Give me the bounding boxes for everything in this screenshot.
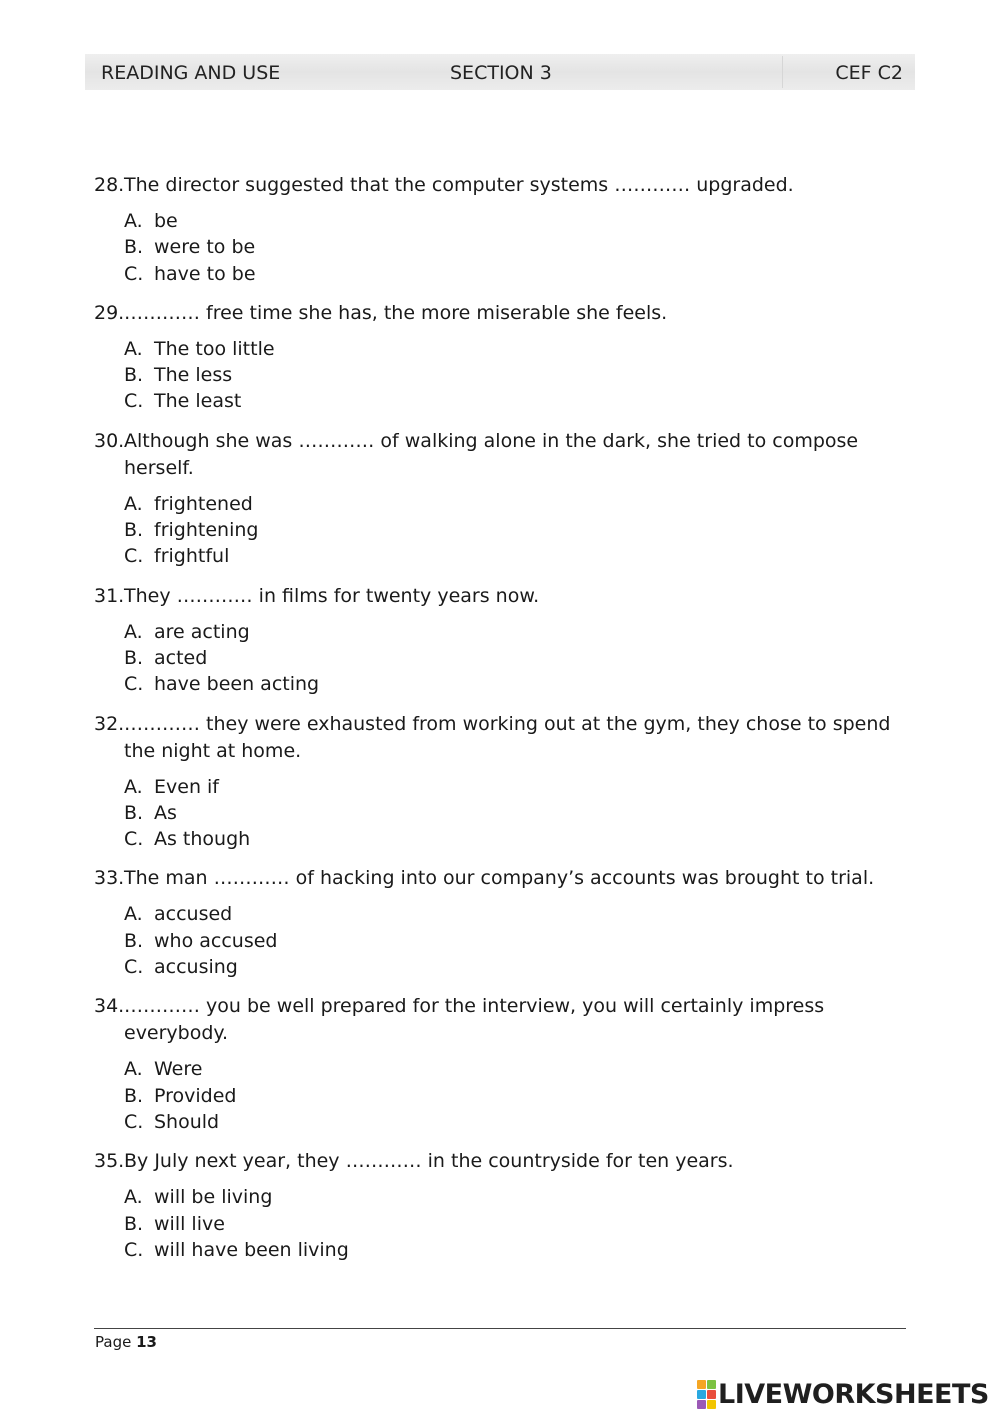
question-stem (94, 172, 894, 199)
option-text: will be living (154, 1186, 273, 1209)
option-text: who accused (154, 929, 278, 952)
answer-option[interactable] (124, 826, 894, 852)
page-label: Page (95, 1333, 132, 1351)
option-letter: C. (124, 545, 144, 568)
question (94, 428, 894, 570)
question (94, 711, 894, 853)
option-text: have been acting (154, 673, 320, 696)
answer-option[interactable] (124, 901, 894, 927)
option-text: As though (154, 828, 251, 851)
question (94, 865, 894, 980)
answer-option[interactable] (124, 928, 894, 954)
header-section-title: READING AND USE (101, 62, 281, 84)
option-letter: C. (124, 956, 144, 979)
answer-option[interactable] (124, 1211, 894, 1237)
question-list (94, 172, 894, 1276)
option-letter: C. (124, 390, 144, 413)
answer-option[interactable] (124, 491, 894, 517)
option-letter: B. (124, 1212, 144, 1235)
answer-option[interactable] (124, 336, 894, 362)
option-text: are acting (154, 620, 250, 643)
question-stem (94, 428, 894, 482)
question-number: 32. (94, 712, 125, 735)
question-text: Although she was ………… of walking alone in the dark, she tried to compose herself. (124, 429, 859, 479)
logo-tile (697, 1390, 706, 1399)
question-text: The director suggested that the computer systems ………… upgraded. (124, 174, 794, 196)
option-letter: C. (124, 262, 144, 285)
answer-option[interactable] (124, 543, 894, 569)
answer-option[interactable] (124, 619, 894, 645)
option-letter: C. (124, 828, 144, 851)
question-stem (94, 711, 894, 765)
option-letter: B. (124, 364, 144, 387)
answer-options (124, 336, 894, 415)
header-level: CEF C2 (835, 62, 903, 84)
option-letter: C. (124, 1110, 144, 1133)
option-text: accused (154, 903, 233, 926)
question-number: 30. (94, 429, 125, 452)
footer-divider (94, 1328, 906, 1329)
brand-name: LIVEWORKSHEETS (718, 1378, 989, 1410)
logo-tile (707, 1380, 716, 1389)
option-letter: B. (124, 646, 144, 669)
option-letter: A. (124, 492, 143, 515)
option-text: frightful (154, 545, 230, 568)
option-text: As (154, 801, 177, 824)
option-text: The too little (154, 337, 275, 360)
option-text: Even if (154, 775, 219, 798)
answer-options (124, 1056, 894, 1135)
option-letter: B. (124, 801, 144, 824)
question-number: 34. (94, 995, 125, 1018)
logo-tile (707, 1390, 716, 1399)
question-stem (94, 865, 894, 892)
option-letter: B. (124, 519, 144, 542)
answer-option[interactable] (124, 208, 894, 234)
option-letter: C. (124, 673, 144, 696)
option-letter: A. (124, 1186, 143, 1209)
question-stem (94, 583, 894, 610)
option-text: accusing (154, 956, 238, 979)
answer-option[interactable] (124, 1083, 894, 1109)
header-divider (782, 56, 783, 88)
question (94, 993, 894, 1135)
question-number: 31. (94, 584, 125, 607)
option-letter: A. (124, 210, 143, 232)
option-text: acted (154, 646, 208, 669)
option-letter: B. (124, 1084, 144, 1107)
answer-option[interactable] (124, 800, 894, 826)
answer-option[interactable] (124, 954, 894, 980)
answer-options (124, 491, 894, 570)
question-number: 28. (94, 174, 125, 196)
answer-options (124, 208, 894, 287)
question-number: 29. (94, 301, 125, 324)
option-text: frightening (154, 519, 259, 542)
question (94, 172, 894, 287)
option-letter: B. (124, 929, 144, 952)
option-text: will live (154, 1212, 225, 1235)
option-text: frightened (154, 492, 253, 515)
question (94, 1148, 894, 1263)
question-number: 35. (94, 1150, 125, 1173)
header-section-number: SECTION 3 (450, 62, 552, 84)
answer-option[interactable] (124, 362, 894, 388)
question-stem (94, 993, 894, 1047)
question-stem (94, 1148, 894, 1175)
option-letter: C. (124, 1238, 144, 1261)
liveworksheets-logo-icon (697, 1380, 716, 1409)
question-text: By July next year, they ………… in the countryside for ten years. (124, 1150, 734, 1173)
question (94, 300, 894, 415)
question (94, 583, 894, 698)
answer-option[interactable] (124, 671, 894, 697)
option-letter: B. (124, 236, 144, 259)
answer-options (124, 619, 894, 698)
option-text: Should (154, 1110, 220, 1133)
question-text: ………… free time she has, the more miserable she feels. (124, 301, 668, 324)
answer-option[interactable] (124, 645, 894, 671)
question-text: ………… they were exhausted from working out at the gym, they chose to spend the night at home. (124, 712, 891, 762)
answer-option[interactable] (124, 517, 894, 543)
answer-option[interactable] (124, 1184, 894, 1210)
option-letter: A. (124, 1058, 143, 1081)
option-text: will have been living (154, 1238, 349, 1261)
option-letter: A. (124, 775, 143, 798)
question-text: They ………… in films for twenty years now. (124, 584, 540, 607)
answer-option[interactable] (124, 774, 894, 800)
page-number (95, 1333, 157, 1351)
answer-options (124, 774, 894, 853)
answer-option[interactable] (124, 261, 894, 287)
page-number-value: 13 (136, 1333, 157, 1351)
option-text: Were (154, 1058, 203, 1081)
answer-option[interactable] (124, 388, 894, 414)
option-text: have to be (154, 262, 256, 285)
answer-option[interactable] (124, 1109, 894, 1135)
answer-option[interactable] (124, 1056, 894, 1082)
logo-tile (697, 1380, 706, 1389)
option-letter: A. (124, 337, 143, 360)
question-stem (94, 300, 894, 327)
answer-option[interactable] (124, 1237, 894, 1263)
option-text: were to be (154, 236, 256, 259)
liveworksheets-brand (697, 1377, 989, 1411)
question-text: ………… you be well prepared for the interview, you will certainly impress everybody. (124, 995, 825, 1045)
option-letter: A. (124, 620, 143, 643)
answer-option[interactable] (124, 234, 894, 260)
logo-tile (707, 1400, 716, 1409)
option-text: be (154, 210, 178, 232)
question-number: 33. (94, 867, 125, 890)
option-text: The less (154, 364, 233, 387)
question-text: The man ………… of hacking into our company’s accounts was brought to trial. (124, 867, 875, 890)
option-text: The least (154, 390, 242, 413)
answer-options (124, 901, 894, 980)
option-text: Provided (154, 1084, 237, 1107)
answer-options (124, 1184, 894, 1263)
option-letter: A. (124, 903, 143, 926)
header-bar (85, 54, 915, 90)
logo-tile (697, 1400, 706, 1409)
